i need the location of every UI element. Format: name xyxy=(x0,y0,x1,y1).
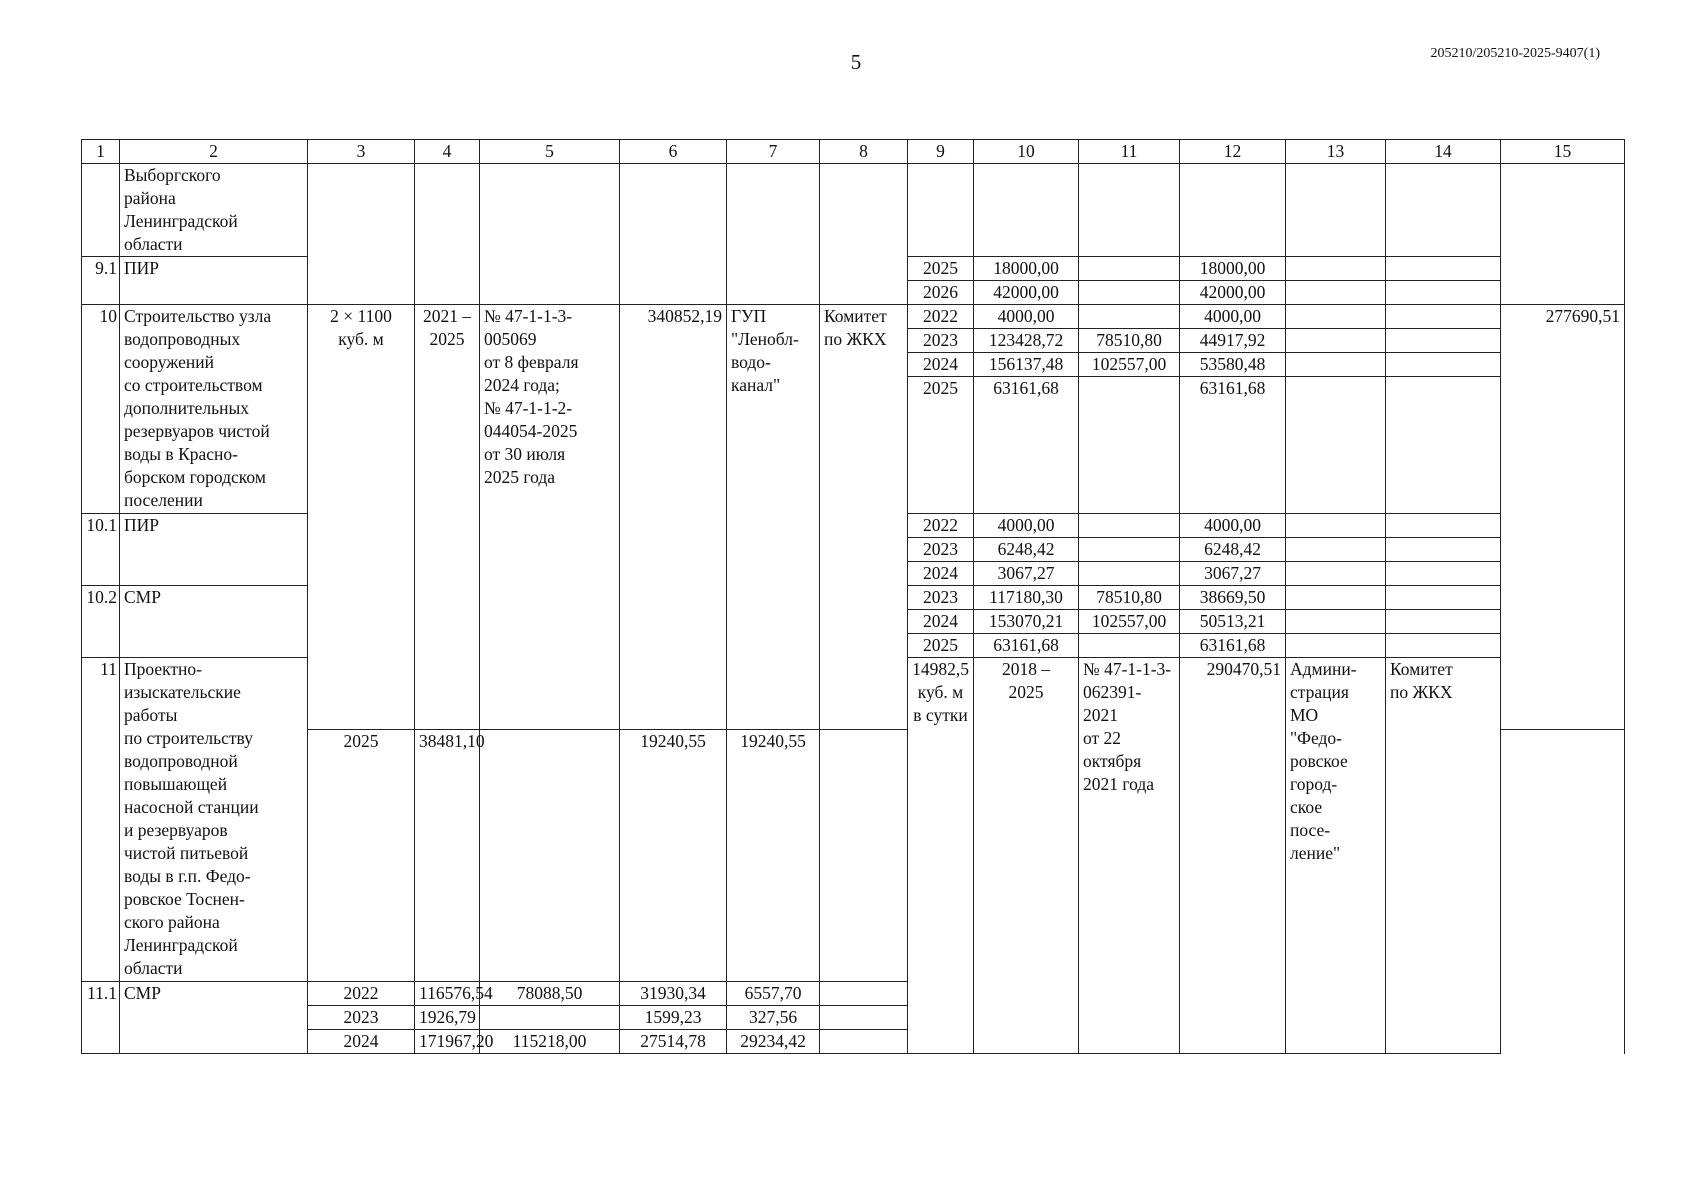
amount-cell: 63161,68 xyxy=(1180,634,1286,658)
column-header: 9 xyxy=(908,140,974,164)
amount-cell: 63161,68 xyxy=(1180,377,1286,514)
item-number: 10.1 xyxy=(82,514,120,586)
amount-cell xyxy=(820,982,908,1006)
amount-cell xyxy=(1386,281,1501,305)
amount-cell: 29234,42 xyxy=(727,1030,820,1054)
item-name: Проектно- изыскательские работы по строительству водопроводной повышающей насосной станции и резервуаров чистой питьевой воды в г.п. Федо- ровское Тоснен- ского района Ленинградской области xyxy=(120,658,308,982)
amount-cell xyxy=(1286,562,1386,586)
amount-cell xyxy=(1386,538,1501,562)
amount-cell xyxy=(1286,586,1386,610)
amount-cell xyxy=(820,730,908,982)
amount-cell: 1599,23 xyxy=(620,1006,727,1030)
amount-cell xyxy=(480,1006,620,1030)
column-header: 4 xyxy=(415,140,480,164)
year-cell: 2023 xyxy=(908,329,974,353)
column-header: 14 xyxy=(1386,140,1501,164)
amount-cell: 3067,27 xyxy=(1180,562,1286,586)
amount-cell xyxy=(1286,634,1386,658)
amount-cell: 78510,80 xyxy=(1079,329,1180,353)
amount-cell xyxy=(1386,377,1501,514)
amount-cell: 6248,42 xyxy=(1180,538,1286,562)
amount-cell xyxy=(1386,586,1501,610)
amount-cell xyxy=(480,730,620,982)
amount-cell: 42000,00 xyxy=(974,281,1079,305)
column-number-row xyxy=(82,140,1625,164)
amount-cell: 1926,79 xyxy=(415,1006,480,1030)
year-cell: 2024 xyxy=(908,610,974,634)
year-cell: 2025 xyxy=(908,377,974,514)
item-number: 11 xyxy=(82,658,120,982)
column-header: 13 xyxy=(1286,140,1386,164)
amount-cell xyxy=(1286,353,1386,377)
page-number: 5 xyxy=(850,50,862,74)
amount-cell: 44917,92 xyxy=(1180,329,1286,353)
capacity-cell: 2 × 1100 куб. м xyxy=(308,305,415,730)
table-row xyxy=(82,305,1625,329)
amount-cell xyxy=(1286,610,1386,634)
amount-cell xyxy=(1386,329,1501,353)
column-header: 1 xyxy=(82,140,120,164)
amount-cell xyxy=(1386,562,1501,586)
column-header: 6 xyxy=(620,140,727,164)
amount-cell xyxy=(1386,514,1501,538)
amount-cell: 18000,00 xyxy=(974,257,1079,281)
amount-cell: 153070,21 xyxy=(974,610,1079,634)
conclusion-cell: № 47-1-1-3- 062391-2021 от 22 октября 2021 года xyxy=(1079,658,1180,1054)
amount-cell xyxy=(820,1006,908,1030)
amount-cell: 6248,42 xyxy=(974,538,1079,562)
cost-cell: 290470,51 xyxy=(1180,658,1286,1054)
amount-cell: 31930,34 xyxy=(620,982,727,1006)
amount-cell: 53580,48 xyxy=(1180,353,1286,377)
amount-cell xyxy=(1079,281,1180,305)
amount-cell: 38669,50 xyxy=(1180,586,1286,610)
amount-cell: 63161,68 xyxy=(974,377,1079,514)
amount-cell xyxy=(1079,634,1180,658)
column-header: 8 xyxy=(820,140,908,164)
amount-cell: 78510,80 xyxy=(1079,586,1180,610)
item-name: ПИР xyxy=(120,514,308,586)
column-header: 7 xyxy=(727,140,820,164)
column-header: 3 xyxy=(308,140,415,164)
year-cell: 2022 xyxy=(308,982,415,1006)
item-number: 11.1 xyxy=(82,982,120,1054)
column-header: 2 xyxy=(120,140,308,164)
amount-cell xyxy=(820,1030,908,1054)
column-header: 15 xyxy=(1501,140,1625,164)
year-cell: 2022 xyxy=(908,305,974,329)
item-name: ПИР xyxy=(120,257,308,305)
amount-cell xyxy=(1079,562,1180,586)
year-cell: 2025 xyxy=(908,634,974,658)
year-cell: 2024 xyxy=(308,1030,415,1054)
year-cell: 2022 xyxy=(908,514,974,538)
amount-cell xyxy=(1079,514,1180,538)
amount-cell xyxy=(1079,257,1180,281)
amount-cell xyxy=(1286,329,1386,353)
item-number: 10.2 xyxy=(82,586,120,658)
total-cell: 277690,51 xyxy=(1501,305,1625,730)
amount-cell: 78088,50 xyxy=(480,982,620,1006)
amount-cell xyxy=(1386,305,1501,329)
amount-cell: 4000,00 xyxy=(1180,514,1286,538)
amount-cell xyxy=(1286,538,1386,562)
customer-cell: Админи- страция МО "Федо- ровское город- ское посе- ление" xyxy=(1286,658,1386,1054)
year-cell: 2023 xyxy=(908,538,974,562)
amount-cell: 27514,78 xyxy=(620,1030,727,1054)
column-header: 11 xyxy=(1079,140,1180,164)
period-cell: 2021 – 2025 xyxy=(415,305,480,730)
year-cell: 2024 xyxy=(908,353,974,377)
year-cell: 2023 xyxy=(908,586,974,610)
investment-table xyxy=(81,139,1625,1054)
amount-cell: 327,56 xyxy=(727,1006,820,1030)
amount-cell xyxy=(1079,377,1180,514)
amount-cell: 123428,72 xyxy=(974,329,1079,353)
amount-cell: 4000,00 xyxy=(974,514,1079,538)
column-header: 12 xyxy=(1180,140,1286,164)
period-cell: 2018 – 2025 xyxy=(974,658,1079,1054)
amount-cell xyxy=(1386,634,1501,658)
year-cell: 2023 xyxy=(308,1006,415,1030)
amount-cell: 63161,68 xyxy=(974,634,1079,658)
column-header: 10 xyxy=(974,140,1079,164)
column-header: 5 xyxy=(480,140,620,164)
year-cell: 2024 xyxy=(908,562,974,586)
document-code: 205210/205210-2025-9407(1) xyxy=(1430,46,1600,61)
year-cell: 2026 xyxy=(908,281,974,305)
amount-cell: 102557,00 xyxy=(1079,353,1180,377)
amount-cell xyxy=(1286,257,1386,281)
amount-cell: 19240,55 xyxy=(727,730,820,982)
executor-cell: Комитет по ЖКХ xyxy=(820,305,908,730)
amount-cell xyxy=(1386,610,1501,634)
amount-cell xyxy=(1386,353,1501,377)
amount-cell: 115218,00 xyxy=(480,1030,620,1054)
amount-cell xyxy=(1079,305,1180,329)
amount-cell xyxy=(1286,305,1386,329)
amount-cell: 42000,00 xyxy=(1180,281,1286,305)
year-cell: 2025 xyxy=(308,730,415,982)
amount-cell xyxy=(1386,257,1501,281)
item-name: Выборгского района Ленинградской области xyxy=(120,164,308,257)
item-name: Строительство узла водопроводных сооружений со строительством дополнительных резервуаров чистой воды в Красно- борском городском поселении xyxy=(120,305,308,514)
amount-cell: 18000,00 xyxy=(1180,257,1286,281)
capacity-cell: 14982,5 куб. м в сутки xyxy=(908,658,974,1054)
amount-cell: 6557,70 xyxy=(727,982,820,1006)
amount-cell: 38481,10 xyxy=(415,730,480,982)
item-number: 9.1 xyxy=(82,257,120,305)
item-number: 10 xyxy=(82,305,120,514)
cost-cell: 340852,19 xyxy=(620,305,727,730)
amount-cell xyxy=(1286,281,1386,305)
conclusion-cell: № 47-1-1-3- 005069 от 8 февраля 2024 года; № 47-1-1-2- 044054-2025 от 30 июля 2025 года xyxy=(480,305,620,730)
item-name: СМР xyxy=(120,586,308,658)
amount-cell: 102557,00 xyxy=(1079,610,1180,634)
amount-cell: 4000,00 xyxy=(1180,305,1286,329)
amount-cell: 117180,30 xyxy=(974,586,1079,610)
year-cell: 2025 xyxy=(908,257,974,281)
amount-cell: 116576,54 xyxy=(415,982,480,1006)
customer-cell: ГУП "Ленобл- водо- канал" xyxy=(727,305,820,730)
table-row xyxy=(82,164,1625,257)
item-name: СМР xyxy=(120,982,308,1054)
amount-cell: 156137,48 xyxy=(974,353,1079,377)
amount-cell: 171967,20 xyxy=(415,1030,480,1054)
amount-cell xyxy=(1079,538,1180,562)
amount-cell: 4000,00 xyxy=(974,305,1079,329)
amount-cell: 19240,55 xyxy=(620,730,727,982)
amount-cell xyxy=(1286,377,1386,514)
amount-cell xyxy=(1286,514,1386,538)
amount-cell: 3067,27 xyxy=(974,562,1079,586)
executor-cell: Комитет по ЖКХ xyxy=(1386,658,1501,1054)
amount-cell: 50513,21 xyxy=(1180,610,1286,634)
